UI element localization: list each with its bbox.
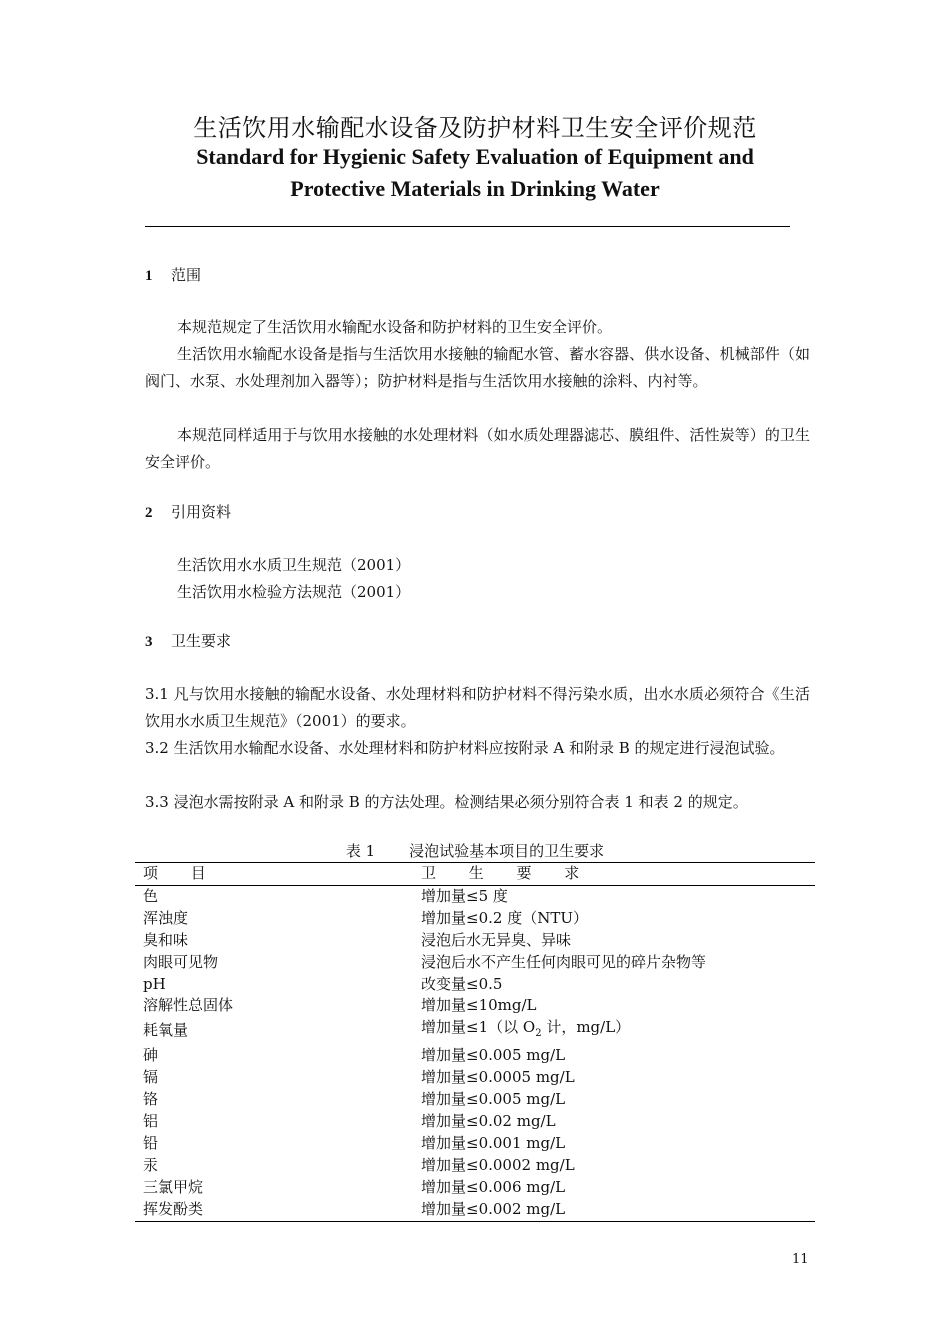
section-title: 引用资料 [171,503,232,521]
page-number: 11 [792,1252,809,1267]
section-number: 3 [145,634,153,650]
table-row [135,1111,815,1133]
section-1-paragraph-3: 本规范同样适用于与饮用水接触的水处理材料（如水质处理器滤芯、膜组件、活性炭等）的卫生安全评价。 [145,426,810,471]
section-title: 卫生要求 [171,632,232,650]
requirement-cell: 增加量≤0.006 mg/L [421,1177,566,1196]
title-chinese: 生活饮用水输配水设备及防护材料卫生安全评价规范 [193,114,757,142]
section-number: 2 [145,505,153,521]
section-1-paragraph-1: 本规范规定了生活饮用水输配水设备和防护材料的卫生安全评价。 [177,318,613,336]
section-1-heading [145,264,201,285]
requirement-cell: 改变量≤0.5 [421,974,503,993]
section-title: 范围 [171,266,202,284]
requirement-cell: 增加量≤0.0005 mg/L [421,1068,575,1087]
section-number: 1 [145,268,153,284]
requirement-cell: 增加量≤0.005 mg/L [421,1046,566,1065]
item-cell: 镉 [143,1068,159,1087]
table-row [135,885,815,907]
table-row [135,995,815,1017]
table-row [135,974,815,996]
requirement-cell: 浸泡后水无异臭、异味 [421,930,572,949]
title-divider [145,226,790,227]
requirement-cell: 增加量≤0.02 mg/L [421,1111,556,1130]
reference-1: 生活饮用水水质卫生规范（2001） [177,556,411,574]
header-item: 项 目 [135,863,413,886]
table-row [135,1199,815,1221]
item-cell: 铅 [143,1133,159,1152]
requirement-cell: 增加量≤0.005 mg/L [421,1090,566,1109]
clause-3-3: 3.3 浸泡水需按附录 A 和附录 B 的方法处理。检测结果必须分别符合表 1 和表 2 的规定。 [145,793,748,811]
item-cell: 砷 [143,1046,159,1065]
item-cell: 挥发酚类 [135,1199,413,1221]
item-cell: 色 [143,886,159,905]
item-cell: 肉眼可见物 [143,952,219,971]
table-row [135,1045,815,1067]
item-cell: 浑浊度 [143,908,189,927]
header-requirement: 卫 生 要 求 [413,863,815,886]
table-row [135,952,815,974]
item-cell: 溶解性总固体 [143,996,234,1015]
item-cell: 铝 [143,1111,159,1130]
requirement-cell: 增加量≤0.0002 mg/L [421,1155,575,1174]
table-row [135,930,815,952]
table-row [135,1067,815,1089]
title-english-line-2: Protective Materials in Drinking Water [290,176,660,201]
table-row [135,1089,815,1111]
reference-2: 生活饮用水检验方法规范（2001） [177,583,411,601]
section-2-heading [145,501,231,522]
clause-3-1: 3.1 凡与饮用水接触的输配水设备、水处理材料和防护材料不得污染水质，出水水质必须符合《生活饮用水水质卫生规范》（2001）的要求。 [145,685,810,730]
item-cell: pH [143,974,166,993]
table-row [135,1177,815,1199]
item-cell: 耗氧量 [143,1021,189,1040]
table-caption [0,840,950,861]
requirement-cell: 增加量≤0.002 mg/L [413,1199,815,1221]
table-row [135,908,815,930]
table-title: 浸泡试验基本项目的卫生要求 [409,842,605,860]
requirement-cell: 增加量≤0.2 度（NTU） [421,908,588,927]
item-cell: 三氯甲烷 [143,1177,204,1196]
item-cell: 臭和味 [143,930,189,949]
requirement-cell: 增加量≤0.001 mg/L [421,1133,566,1152]
item-cell: 汞 [143,1155,159,1174]
section-3-heading [145,630,231,651]
requirement-cell: 增加量≤1（以 $O_2$ 计，mg/L） [421,1018,631,1040]
requirement-cell: 浸泡后水不产生任何肉眼可见的碎片杂物等 [421,952,707,971]
table-row [135,1133,815,1155]
requirement-cell: 增加量≤5 度 [421,886,508,905]
table-row [135,1155,815,1177]
table-row [135,1017,815,1045]
item-cell: 铬 [143,1090,159,1109]
requirement-cell: 增加量≤10mg/L [421,996,537,1015]
table-header-row [135,863,815,886]
section-1-paragraph-2: 生活饮用水输配水设备是指与生活饮用水接触的输配水管、蓄水容器、供水设备、机械部件（如阀门、水泵、水处理剂加入器等）；防护材料是指与生活饮用水接触的涂料、内衬等。 [145,345,810,390]
table-number: 表 1 [345,842,376,860]
title-english-line-1: Standard for Hygienic Safety Evaluation of Equipment and [196,144,754,169]
clause-3-2: 3.2 生活饮用水输配水设备、水处理材料和防护材料应按附录 A 和附录 B 的规定进行浸泡试验。 [145,739,785,757]
hygiene-requirements-table [135,862,815,1222]
